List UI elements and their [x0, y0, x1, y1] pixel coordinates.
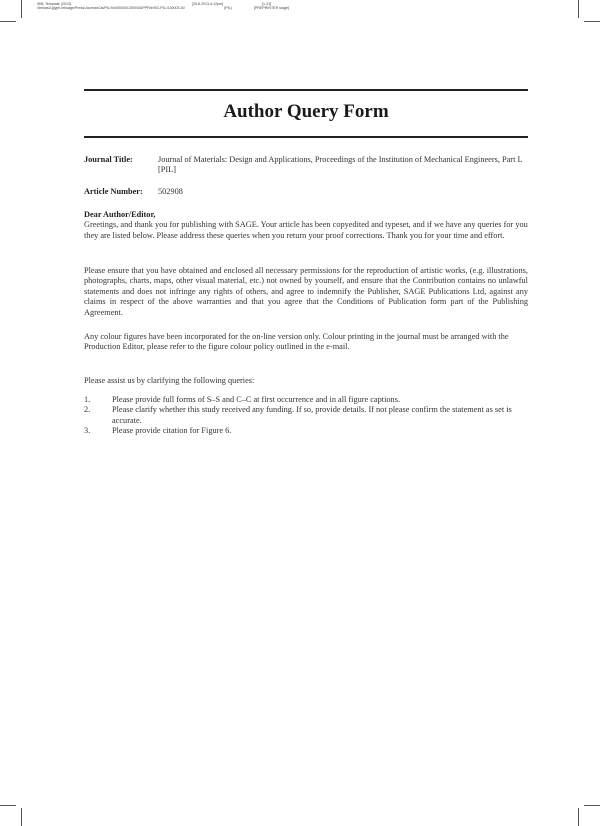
journal-title-field	[84, 155, 528, 176]
queries-list	[84, 395, 528, 437]
query-number: 2.	[84, 405, 91, 415]
article-number-value: 502908	[158, 187, 183, 196]
page-title: Author Query Form	[223, 101, 389, 122]
queries-section	[84, 395, 528, 437]
query-number: 3.	[84, 426, 91, 436]
colour-section	[84, 332, 528, 353]
query-item	[84, 395, 528, 405]
crop-mark-bottom-left-h	[0, 805, 16, 806]
journal-title-label: Journal Title:	[84, 155, 133, 164]
crop-mark-top-left	[21, 0, 22, 18]
queries-intro-section	[84, 376, 528, 386]
query-number: 1.	[84, 395, 91, 404]
journal-title-value: Journal of Materials: Design and Applications, Proceedings of the Institution of Mechanical Engineers, Part L [PIL]	[158, 155, 523, 175]
query-item	[84, 426, 528, 436]
slug-page-range: [1-21]	[262, 2, 272, 6]
crop-mark-bottom-left	[21, 808, 22, 826]
slug-filepath: //blrnas3.glyph.int/sage/Press/Journals/Ja/PIL/Vol00000/130003/APPFile/SG-PILJ130003.3d	[37, 6, 185, 11]
title-rule-top	[84, 89, 528, 91]
slug-template: SML Template (2013)	[37, 2, 72, 6]
slug-left	[37, 2, 184, 11]
intro-section	[84, 210, 528, 241]
title-rule-bottom	[84, 136, 528, 138]
slug-timestamp: [26.8.2013-4:12pm]	[192, 2, 224, 6]
query-text: Please provide full forms of S–S and C–C at first occurrence and in all figure captions.	[112, 395, 401, 404]
paragraph-permissions: Please ensure that you have obtained and enclosed all necessary permissions for the reproduction of artistic works, (e.g. illustrations, photographs, charts, maps, other visual material, etc.) not owned by yourself, and ensure that the Contribution contains no unlawful statements and does not infringe any rights of others, and agree to indemnify the Publisher, SAGE Publications Ltd, against any claims in respect of the above warranties and that you agree that the Conditions of Publication form part of the Publishing Agreement.	[84, 266, 528, 317]
permissions-section	[84, 266, 528, 318]
crop-mark-bottom-right	[578, 808, 579, 826]
paragraph-intro: Greetings, and thank you for publishing with SAGE. Your article has been copyedited and typeset, and if we have any queries for you they are listed below. Please address these queries when you return your proof corrections. Thank you for your time and effort.	[84, 220, 528, 240]
paragraph-colour: Any colour figures have been incorporated for the on-line version only. Colour printing in the journal must be arranged with the Production Editor, please refer to the figure colour policy outlined in the e-mail.	[84, 332, 509, 352]
crop-mark-top-right-h	[584, 21, 600, 22]
query-text: Please clarify whether this study received any funding. If so, provide details. If not please confirm the statement as set is accurate.	[112, 405, 512, 425]
slug-stage: [PREPRINTER stage]	[254, 6, 289, 11]
greeting: Dear Author/Editor,	[84, 210, 156, 219]
slug-journal-code: (PIL)	[224, 6, 232, 11]
queries-intro: Please assist us by clarifying the following queries:	[84, 376, 255, 385]
crop-mark-top-right	[578, 0, 579, 18]
query-text: Please provide citation for Figure 6.	[112, 426, 232, 436]
article-number-field	[84, 187, 528, 197]
article-number-label: Article Number:	[84, 187, 143, 196]
crop-mark-bottom-right-h	[584, 805, 600, 806]
crop-mark-top-left-h	[0, 21, 16, 22]
query-item	[84, 405, 528, 426]
